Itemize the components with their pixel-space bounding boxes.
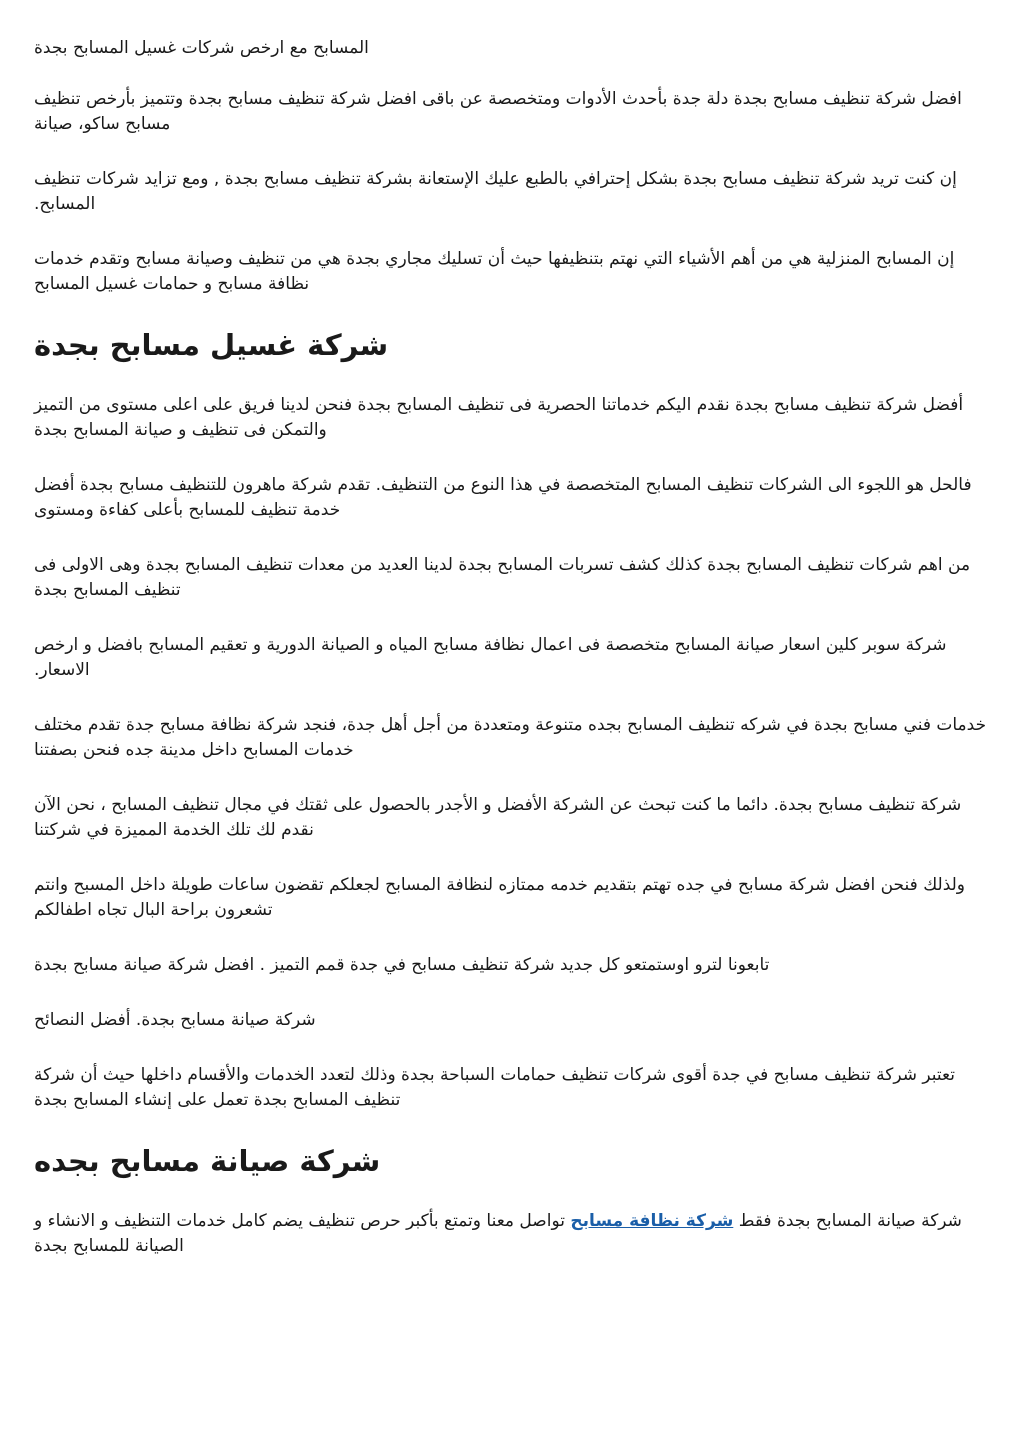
article-body <box>34 36 990 1259</box>
section-heading-text: شركة صيانة مسابح بجده <box>34 1144 381 1178</box>
paragraph-text: شركة تنظيف مسابح بجدة. دائما ما كنت تبحث عن الشركة الأفضل و الأجدر بالحصول على ثقتك في مجال تنظيف المسابح ، نحن الآن نقدم لك تلك الخدمة المميزة في شركتنا <box>34 795 962 840</box>
paragraph <box>34 1063 990 1113</box>
section-heading <box>34 1143 990 1179</box>
paragraph <box>34 713 990 763</box>
paragraph <box>34 793 990 843</box>
paragraph-text: تابعونا لترو اوستمتعو كل جديد شركة تنظيف مسابح في جدة قمم التميز . افضل شركة صيانة مسابح بجدة <box>34 955 770 975</box>
paragraph <box>34 247 990 297</box>
paragraph-text: فالحل هو اللجوء الى الشركات تنظيف المسابح المتخصصة في هذا النوع من التنظيف. تقدم شركة ماهرون للتنظيف مسابح بجدة أفضل خدمة تنظيف للمسابح بأعلى كفاءة ومستوى <box>34 475 972 520</box>
paragraph-text: تعتبر شركة تنظيف مسابح في جدة أقوى شركات تنظيف حمامات السباحة بجدة وذلك لتعدد الخدمات والأقسام داخلها حيث أن شركة تنظيف المسابح بجدة تعمل على إنشاء المسابح بجدة <box>34 1065 955 1110</box>
paragraph-text: افضل شركة تنظيف مسابح بجدة دلة جدة بأحدث الأدوات ومتخصصة عن باقى افضل شركة تنظيف مسابح بجدة وتتميز بأرخص تنظيف مسابح ساكو، صيانة <box>34 89 962 134</box>
paragraph-text: أفضل شركة تنظيف مسابح بجدة نقدم اليكم خدماتنا الحصرية فى تنظيف المسابح بجدة فنحن لدينا فريق على اعلى مستوى من التميز والتمكن فى تنظيف و صيانة المسابح بجدة <box>34 395 964 440</box>
paragraph <box>34 633 990 683</box>
text-after-link: تواصل معنا وتمتع بأكبر حرص تنظيف يضم كامل خدمات التنظيف و الانشاء و الصيانة للمسابح بجدة <box>34 1211 571 1256</box>
paragraph <box>34 873 990 923</box>
paragraph <box>34 36 990 61</box>
section-heading <box>34 327 990 363</box>
paragraph <box>34 1008 990 1033</box>
paragraph <box>34 553 990 603</box>
section-heading-text: شركة غسيل مسابح بجدة <box>34 328 389 362</box>
paragraph-text <box>34 1209 990 1259</box>
paragraph-text: من اهم شركات تنظيف المسابح بجدة كذلك كشف تسربات المسابح بجدة لدينا العديد من معدات تنظيف المسابح بجدة وهى الاولى فى تنظيف المسابح بجدة <box>34 555 971 600</box>
paragraph-text: المسابح مع ارخص شركات غسيل المسابح بجدة <box>34 38 369 58</box>
paragraph-text: خدمات فني مسابح بجدة في شركه تنظيف المسابح بجده متنوعة ومتعددة من أجل أهل جدة، فنجد شركة نظافة مسابح جدة تقدم مختلف خدمات المسابح داخل مدينة جده فنحن بصفتنا <box>34 715 987 760</box>
inline-link[interactable]: شركة نظافة مسابح <box>570 1211 734 1231</box>
paragraph <box>34 473 990 523</box>
paragraph-text: شركة صيانة مسابح بجدة. أفضل النصائح <box>34 1010 316 1030</box>
paragraph-text: شركة سوبر كلين اسعار صيانة المسابح متخصصة فى اعمال نظافة مسابح المياه و الصيانة الدورية و تعقيم المسابح بافضل و ارخص الاسعار. <box>34 635 947 680</box>
paragraph-text: إن المسابح المنزلية هي من أهم الأشياء التي نهتم بتنظيفها حيث أن تسليك مجاري بجدة هي من تنظيف وصيانة مسابح وتقدم خدمات نظافة مسابح و حمامات غسيل المسابح <box>34 249 955 294</box>
paragraph <box>34 953 990 978</box>
paragraph <box>34 167 990 217</box>
paragraph <box>34 87 990 137</box>
paragraph-text: إن كنت تريد شركة تنظيف مسابح بجدة بشكل إحترافي بالطبع عليك الإستعانة بشركة تنظيف مسابح بجدة , ومع تزايد شركات تنظيف المسابح. <box>34 169 957 214</box>
paragraph-text: ولذلك فنحن افضل شركة مسابح في جده تهتم بتقديم خدمه ممتازه لنظافة المسابح لجعلكم تقضون ساعات طويلة داخل المسبح وانتم تشعرون براحة البال تجاه اطفالكم <box>34 875 966 920</box>
text-before-link: شركة صيانة المسابح بجدة فقط <box>733 1211 962 1231</box>
paragraph-with-link <box>34 1209 990 1259</box>
paragraph <box>34 393 990 443</box>
